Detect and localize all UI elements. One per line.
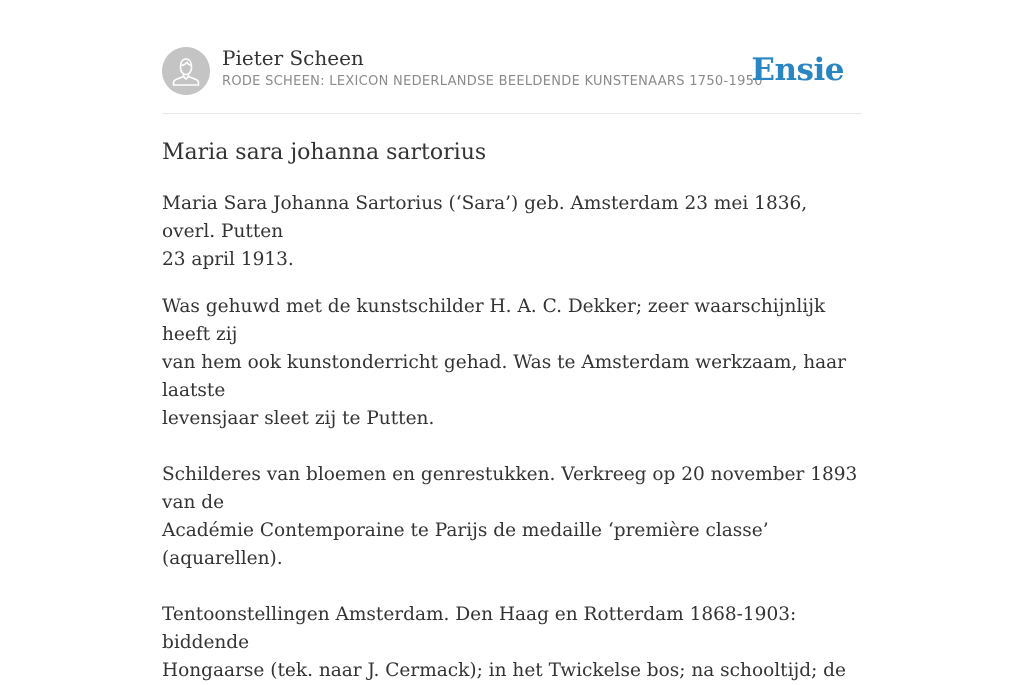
article-paragraph: Maria Sara Johanna Sartorius (‘Sara’) geb. Amsterdam 23 mei 1836, overl. Putten 23 april 1913. <box>162 193 808 270</box>
source-title[interactable]: RODE SCHEEN: LEXICON NEDERLANDSE BEELDENDE KUNSTENAARS 1750-1950 <box>222 74 763 89</box>
user-silhouette-icon <box>162 47 210 95</box>
article-body <box>162 190 862 685</box>
article-paragraph: Schilderes van bloemen en genrestukken. Verkreeg op 20 november 1893 van de Académie Contemporaine te Parijs de medaille ‘première classe’ (aquarellen). <box>162 464 858 569</box>
article-paragraph: Was gehuwd met de kunstschilder H. A. C. Dekker; zeer waarschijnlijk heeft zij van hem ook kunstonderricht gehad. Was te Amsterdam werkzaam, haar laatste levensjaar sleet zij te Putten. <box>162 296 847 429</box>
article-header <box>162 46 862 96</box>
header-divider <box>162 113 862 114</box>
page-title: Maria sara johanna sartorius <box>162 140 487 165</box>
ensie-logo[interactable]: Ensie <box>751 52 844 88</box>
article-paragraph: Tentoonstellingen Amsterdam. Den Haag en Rotterdam 1868-1903: biddende Hongaarse (tek. naar J. Cermack); in het Twickelse bos; na schooltijd; de <box>162 604 846 681</box>
author-name[interactable]: Pieter Scheen <box>222 46 364 70</box>
avatar[interactable] <box>162 47 210 95</box>
